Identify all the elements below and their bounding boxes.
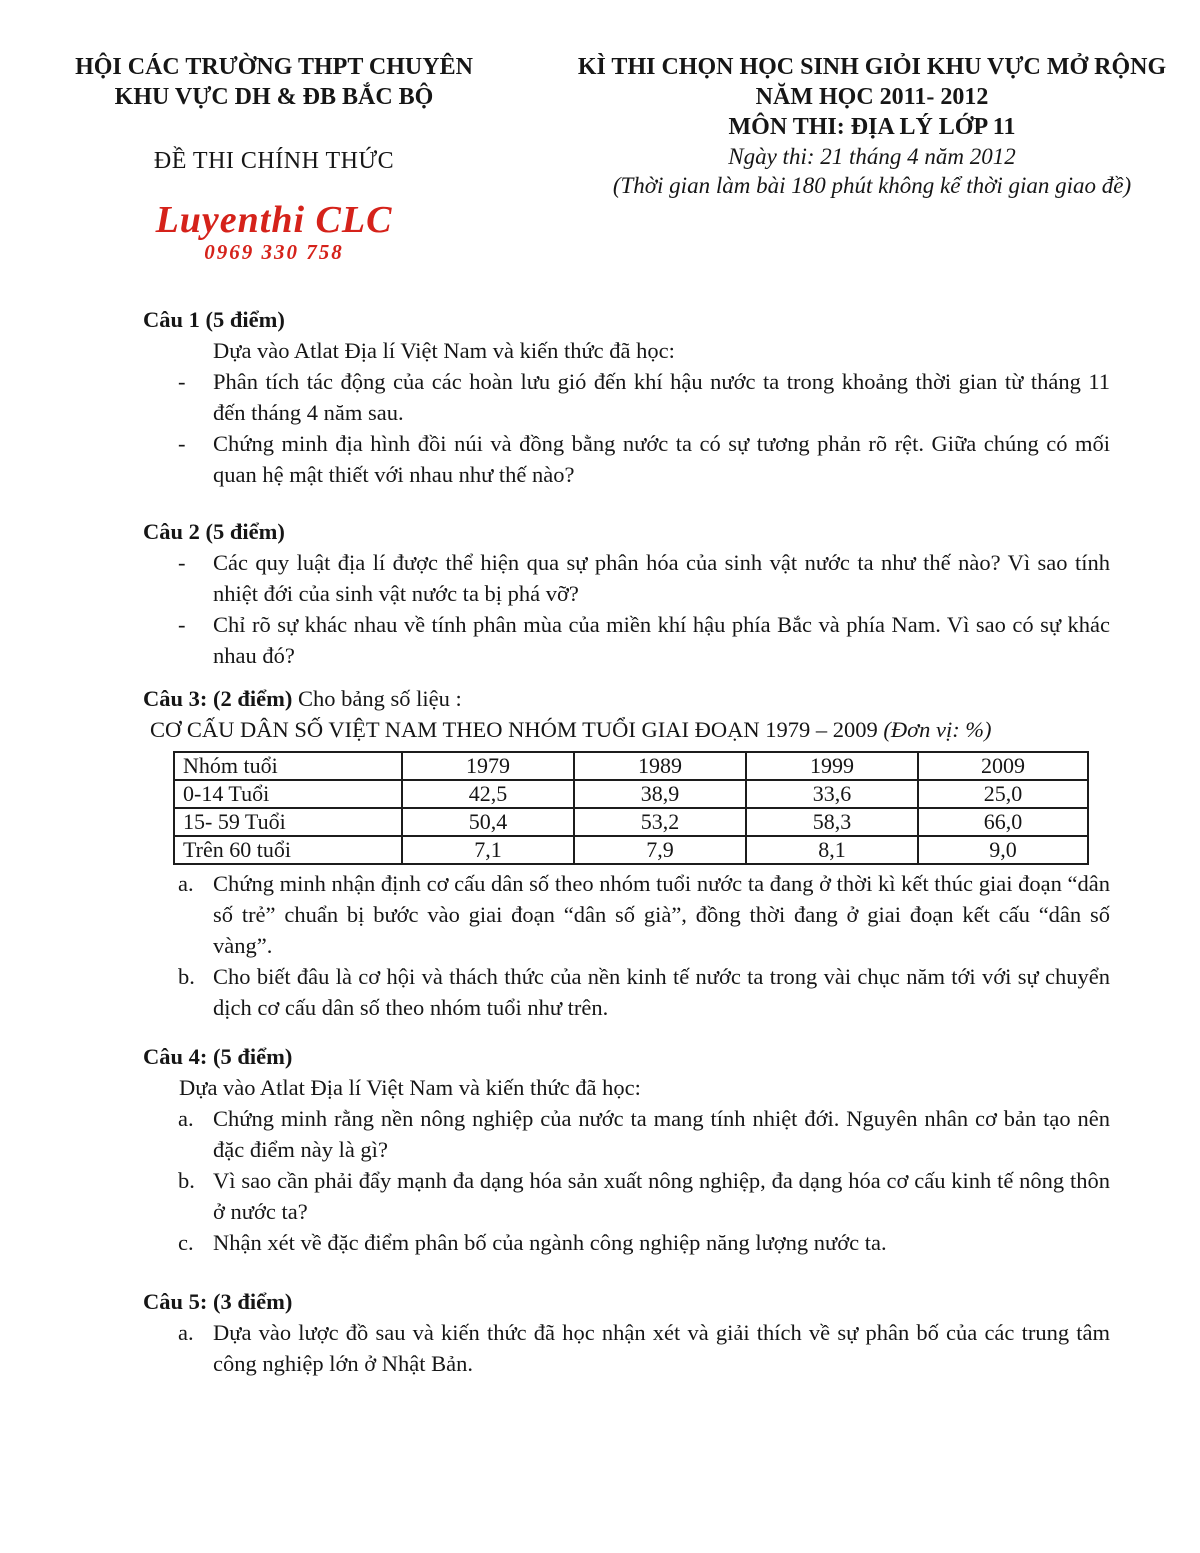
question-2 bbox=[143, 516, 1110, 671]
question-3-heading-bold: Câu 3: (2 điểm) bbox=[143, 686, 293, 711]
question-2-item-2 bbox=[143, 609, 1110, 671]
table-header-cell: Nhóm tuổi bbox=[174, 752, 402, 780]
question-4-item-c-text: Nhận xét về đặc điểm phân bố của ngành công nghiệp năng lượng nước ta. bbox=[213, 1230, 887, 1255]
question-3-heading bbox=[143, 683, 1110, 714]
logo-text: Luyenthi CLC bbox=[155, 199, 393, 241]
table-cell: Trên 60 tuổi bbox=[174, 836, 402, 864]
question-2-item-2-text: Chỉ rõ sự khác nhau về tính phân mùa của miền khí hậu phía Bắc và phía Nam. Vì sao có sự khác nhau đó? bbox=[213, 612, 1110, 668]
question-1 bbox=[143, 304, 1110, 490]
table-unit-label: (Đơn vị: %) bbox=[877, 717, 992, 742]
table-cell: 33,6 bbox=[746, 780, 918, 808]
letter-marker: a. bbox=[178, 1320, 194, 1345]
table-row bbox=[174, 836, 1088, 864]
table-cell: 0-14 Tuổi bbox=[174, 780, 402, 808]
question-3-item-a-text: Chứng minh nhận định cơ cấu dân số theo nhóm tuổi nước ta đang ở thời kì kết thúc giai đoạn “dân số trẻ” chuẩn bị bước vào giai đoạn “dân số già”, đồng thời đang ở giai đoạn kết cấu “dân số vàng”. bbox=[213, 871, 1110, 958]
question-4-item-c bbox=[143, 1227, 1110, 1258]
question-4-intro: Dựa vào Atlat Địa lí Việt Nam và kiến thức đã học: bbox=[179, 1075, 641, 1100]
dash-marker: - bbox=[178, 550, 186, 575]
question-2-heading: Câu 2 (5 điểm) bbox=[143, 519, 285, 544]
question-3-item-b-text: Cho biết đâu là cơ hội và thách thức của nền kinh tế nước ta trong vài chục năm tới với sự chuyển dịch cơ cấu dân số theo nhóm tuổi như trên. bbox=[213, 964, 1110, 1020]
school-year: NĂM HỌC 2011- 2012 bbox=[755, 84, 989, 110]
question-4-heading: Câu 4: (5 điểm) bbox=[143, 1044, 293, 1069]
question-3-item-a bbox=[143, 868, 1110, 961]
table-title-text: CƠ CẤU DÂN SỐ VIỆT NAM THEO NHÓM TUỔI GIAI ĐOẠN 1979 – 2009 bbox=[150, 717, 878, 742]
duration-note: (Thời gian làm bài 180 phút không kể thời gian giao đề) bbox=[612, 173, 1132, 198]
population-structure-table bbox=[173, 751, 1089, 865]
exam-body bbox=[143, 304, 1110, 1379]
letter-marker: b. bbox=[178, 964, 195, 989]
question-2-item-1-text: Các quy luật địa lí được thể hiện qua sự phân hóa của sinh vật nước ta như thế nào? Vì sao tính nhiệt đới của sinh vật nước ta bị phá vỡ? bbox=[213, 550, 1110, 606]
table-cell: 38,9 bbox=[574, 780, 746, 808]
question-5-item-a-text: Dựa vào lược đồ sau và kiến thức đã học nhận xét và giải thích về sự phân bố của các trung tâm công nghiệp lớn ở Nhật Bản. bbox=[213, 1320, 1110, 1376]
table-cell: 66,0 bbox=[918, 808, 1088, 836]
table-header-cell: 1989 bbox=[574, 752, 746, 780]
logo-phone-number: 0969 330 758 bbox=[204, 240, 344, 264]
table-cell: 8,1 bbox=[746, 836, 918, 864]
official-exam-label: ĐỀ THI CHÍNH THỨC bbox=[153, 148, 395, 174]
question-3-item-b bbox=[143, 961, 1110, 1023]
exam-name: KÌ THI CHỌN HỌC SINH GIỎI KHU VỰC MỞ RỘNG bbox=[577, 54, 1167, 80]
question-3 bbox=[143, 683, 1110, 1023]
exam-date: Ngày thi: 21 tháng 4 năm 2012 bbox=[728, 144, 1016, 169]
question-4-item-a-text: Chứng minh rằng nền nông nghiệp của nước ta mang tính nhiệt đới. Nguyên nhân cơ bản tạo nên đặc điểm này là gì? bbox=[213, 1106, 1110, 1162]
question-5-item-a bbox=[143, 1317, 1110, 1379]
question-4 bbox=[143, 1041, 1110, 1258]
dash-marker: - bbox=[178, 369, 186, 394]
table-cell: 15- 59 Tuổi bbox=[174, 808, 402, 836]
letter-marker: a. bbox=[178, 1106, 194, 1131]
table-cell: 7,9 bbox=[574, 836, 746, 864]
question-1-intro: Dựa vào Atlat Địa lí Việt Nam và kiến thức đã học: bbox=[213, 338, 675, 363]
document-header bbox=[0, 0, 1200, 264]
question-1-item-2-text: Chứng minh địa hình đồi núi và đồng bằng nước ta có sự tương phản rõ rệt. Giữa chúng có mối quan hệ mật thiết với nhau như thế nào? bbox=[213, 431, 1110, 487]
table-cell: 50,4 bbox=[402, 808, 574, 836]
letter-marker: c. bbox=[178, 1230, 194, 1255]
question-1-item-1 bbox=[143, 366, 1110, 428]
header-right-block bbox=[548, 52, 1200, 264]
question-4-item-a bbox=[143, 1103, 1110, 1165]
luyenthi-clc-logo bbox=[0, 200, 548, 264]
question-1-heading: Câu 1 (5 điểm) bbox=[143, 307, 285, 332]
question-4-item-b-text: Vì sao cần phải đẩy mạnh đa dạng hóa sản xuất nông nghiệp, đa dạng hóa cơ cấu kinh tế nông thôn ở nước ta? bbox=[213, 1168, 1110, 1224]
table-cell: 42,5 bbox=[402, 780, 574, 808]
letter-marker: b. bbox=[178, 1168, 195, 1193]
letter-marker: a. bbox=[178, 871, 194, 896]
dash-marker: - bbox=[178, 431, 186, 456]
table-cell: 58,3 bbox=[746, 808, 918, 836]
question-2-item-1 bbox=[143, 547, 1110, 609]
table-header-cell: 1999 bbox=[746, 752, 918, 780]
table-row bbox=[174, 780, 1088, 808]
table-header-row bbox=[174, 752, 1088, 780]
table-cell: 9,0 bbox=[918, 836, 1088, 864]
table-cell: 53,2 bbox=[574, 808, 746, 836]
question-4-item-b bbox=[143, 1165, 1110, 1227]
subject-line: MÔN THI: ĐỊA LÝ LỚP 11 bbox=[728, 114, 1016, 140]
question-1-item-1-text: Phân tích tác động của các hoàn lưu gió đến khí hậu nước ta trong khoảng thời gian từ tháng 11 đến tháng 4 năm sau. bbox=[213, 369, 1110, 425]
table-cell: 25,0 bbox=[918, 780, 1088, 808]
header-left-block bbox=[0, 52, 548, 264]
question-1-item-2 bbox=[143, 428, 1110, 490]
question-5 bbox=[143, 1286, 1110, 1379]
organization-name-line2: KHU VỰC DH & ĐB BẮC BỘ bbox=[114, 84, 434, 110]
question-3-heading-rest: Cho bảng số liệu : bbox=[292, 686, 462, 711]
table-row bbox=[174, 808, 1088, 836]
table-cell: 7,1 bbox=[402, 836, 574, 864]
dash-marker: - bbox=[178, 612, 186, 637]
table-title bbox=[150, 714, 1110, 745]
table-header-cell: 2009 bbox=[918, 752, 1088, 780]
table-header-cell: 1979 bbox=[402, 752, 574, 780]
question-5-heading: Câu 5: (3 điểm) bbox=[143, 1289, 293, 1314]
organization-name-line1: HỘI CÁC TRƯỜNG THPT CHUYÊN bbox=[75, 54, 473, 80]
